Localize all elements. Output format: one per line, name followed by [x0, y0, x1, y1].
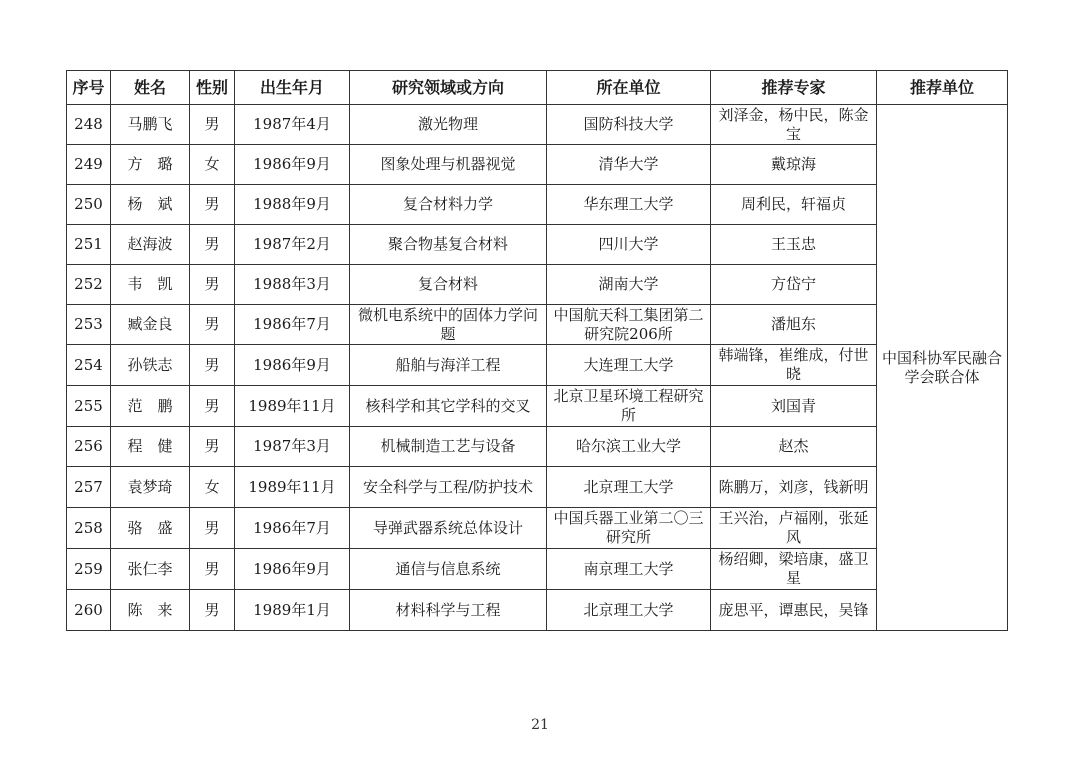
cell-name: 杨 斌 [111, 185, 190, 225]
table-row [67, 305, 1008, 345]
cell-gender: 男 [190, 305, 235, 345]
cell-name: 陈 来 [111, 590, 190, 631]
cell-gender: 男 [190, 549, 235, 590]
cell-birth: 1986年9月 [235, 345, 350, 386]
roster-table [66, 70, 1008, 631]
cell-birth: 1989年11月 [235, 386, 350, 427]
cell-no: 258 [67, 508, 111, 549]
cell-field: 材料科学与工程 [350, 590, 547, 631]
cell-birth: 1986年7月 [235, 508, 350, 549]
cell-birth: 1987年2月 [235, 225, 350, 265]
cell-field: 聚合物基复合材料 [350, 225, 547, 265]
cell-birth: 1987年4月 [235, 105, 350, 145]
cell-field: 机械制造工艺与设备 [350, 427, 547, 467]
cell-no: 248 [67, 105, 111, 145]
cell-field: 图象处理与机器视觉 [350, 145, 547, 185]
cell-affiliation: 北京卫星环境工程研究所 [547, 386, 711, 427]
header-field: 研究领域或方向 [350, 71, 547, 105]
cell-name: 马鹏飞 [111, 105, 190, 145]
cell-no: 257 [67, 467, 111, 508]
header-gender: 性别 [190, 71, 235, 105]
cell-affiliation: 清华大学 [547, 145, 711, 185]
cell-no: 259 [67, 549, 111, 590]
cell-birth: 1988年3月 [235, 265, 350, 305]
cell-experts: 杨绍卿，梁培康，盛卫星 [711, 549, 877, 590]
cell-gender: 男 [190, 185, 235, 225]
cell-field: 复合材料 [350, 265, 547, 305]
cell-gender: 男 [190, 508, 235, 549]
cell-gender: 男 [190, 427, 235, 467]
cell-birth: 1986年9月 [235, 549, 350, 590]
cell-recommending-unit: 中国科协军民融合学会联合体 [877, 105, 1008, 631]
table-row [67, 590, 1008, 631]
cell-no: 254 [67, 345, 111, 386]
header-birth: 出生年月 [235, 71, 350, 105]
cell-name: 袁梦琦 [111, 467, 190, 508]
cell-birth: 1986年7月 [235, 305, 350, 345]
cell-experts: 潘旭东 [711, 305, 877, 345]
cell-experts: 刘泽金，杨中民，陈金宝 [711, 105, 877, 145]
cell-affiliation: 大连理工大学 [547, 345, 711, 386]
table-row [67, 105, 1008, 145]
table-row [67, 427, 1008, 467]
cell-experts: 刘国青 [711, 386, 877, 427]
cell-no: 250 [67, 185, 111, 225]
cell-no: 260 [67, 590, 111, 631]
cell-field: 微机电系统中的固体力学问题 [350, 305, 547, 345]
cell-no: 256 [67, 427, 111, 467]
cell-gender: 女 [190, 145, 235, 185]
cell-affiliation: 国防科技大学 [547, 105, 711, 145]
page-number: 21 [531, 717, 549, 733]
cell-affiliation: 湖南大学 [547, 265, 711, 305]
cell-experts: 赵杰 [711, 427, 877, 467]
cell-field: 船舶与海洋工程 [350, 345, 547, 386]
cell-name: 孙铁志 [111, 345, 190, 386]
cell-affiliation: 北京理工大学 [547, 467, 711, 508]
cell-birth: 1989年11月 [235, 467, 350, 508]
cell-name: 骆 盛 [111, 508, 190, 549]
cell-affiliation: 北京理工大学 [547, 590, 711, 631]
cell-name: 程 健 [111, 427, 190, 467]
cell-experts: 方岱宁 [711, 265, 877, 305]
cell-no: 249 [67, 145, 111, 185]
cell-birth: 1986年9月 [235, 145, 350, 185]
cell-gender: 男 [190, 105, 235, 145]
cell-no: 252 [67, 265, 111, 305]
table-row [67, 549, 1008, 590]
cell-field: 安全科学与工程/防护技术 [350, 467, 547, 508]
cell-no: 251 [67, 225, 111, 265]
cell-affiliation: 中国兵器工业第二〇三研究所 [547, 508, 711, 549]
cell-name: 方 璐 [111, 145, 190, 185]
cell-experts: 戴琼海 [711, 145, 877, 185]
cell-field: 导弹武器系统总体设计 [350, 508, 547, 549]
cell-gender: 女 [190, 467, 235, 508]
cell-field: 通信与信息系统 [350, 549, 547, 590]
cell-experts: 周利民，轩福贞 [711, 185, 877, 225]
cell-gender: 男 [190, 345, 235, 386]
cell-experts: 庞思平，谭惠民，吴锋 [711, 590, 877, 631]
cell-birth: 1988年9月 [235, 185, 350, 225]
cell-affiliation: 四川大学 [547, 225, 711, 265]
cell-experts: 王玉忠 [711, 225, 877, 265]
cell-field: 核科学和其它学科的交叉 [350, 386, 547, 427]
table-row [67, 467, 1008, 508]
cell-experts: 王兴治，卢福刚，张延风 [711, 508, 877, 549]
table-row [67, 225, 1008, 265]
cell-name: 韦 凯 [111, 265, 190, 305]
header-affiliation: 所在单位 [547, 71, 711, 105]
header-name: 姓名 [111, 71, 190, 105]
cell-gender: 男 [190, 590, 235, 631]
cell-name: 范 鹏 [111, 386, 190, 427]
table-row [67, 185, 1008, 225]
header-row [67, 71, 1008, 105]
table-row [67, 386, 1008, 427]
header-recommending-unit: 推荐单位 [877, 71, 1008, 105]
cell-no: 253 [67, 305, 111, 345]
cell-affiliation: 华东理工大学 [547, 185, 711, 225]
cell-field: 激光物理 [350, 105, 547, 145]
table-row [67, 265, 1008, 305]
cell-birth: 1989年1月 [235, 590, 350, 631]
cell-name: 张仁李 [111, 549, 190, 590]
cell-gender: 男 [190, 386, 235, 427]
cell-gender: 男 [190, 225, 235, 265]
cell-gender: 男 [190, 265, 235, 305]
table-row [67, 508, 1008, 549]
cell-field: 复合材料力学 [350, 185, 547, 225]
table-row [67, 145, 1008, 185]
table-row [67, 345, 1008, 386]
cell-affiliation: 南京理工大学 [547, 549, 711, 590]
header-no: 序号 [67, 71, 111, 105]
cell-affiliation: 哈尔滨工业大学 [547, 427, 711, 467]
cell-name: 臧金良 [111, 305, 190, 345]
header-experts: 推荐专家 [711, 71, 877, 105]
cell-affiliation: 中国航天科工集团第二研究院206所 [547, 305, 711, 345]
cell-name: 赵海波 [111, 225, 190, 265]
cell-experts: 陈鹏万，刘彦，钱新明 [711, 467, 877, 508]
cell-birth: 1987年3月 [235, 427, 350, 467]
cell-experts: 韩端锋，崔维成，付世晓 [711, 345, 877, 386]
cell-no: 255 [67, 386, 111, 427]
